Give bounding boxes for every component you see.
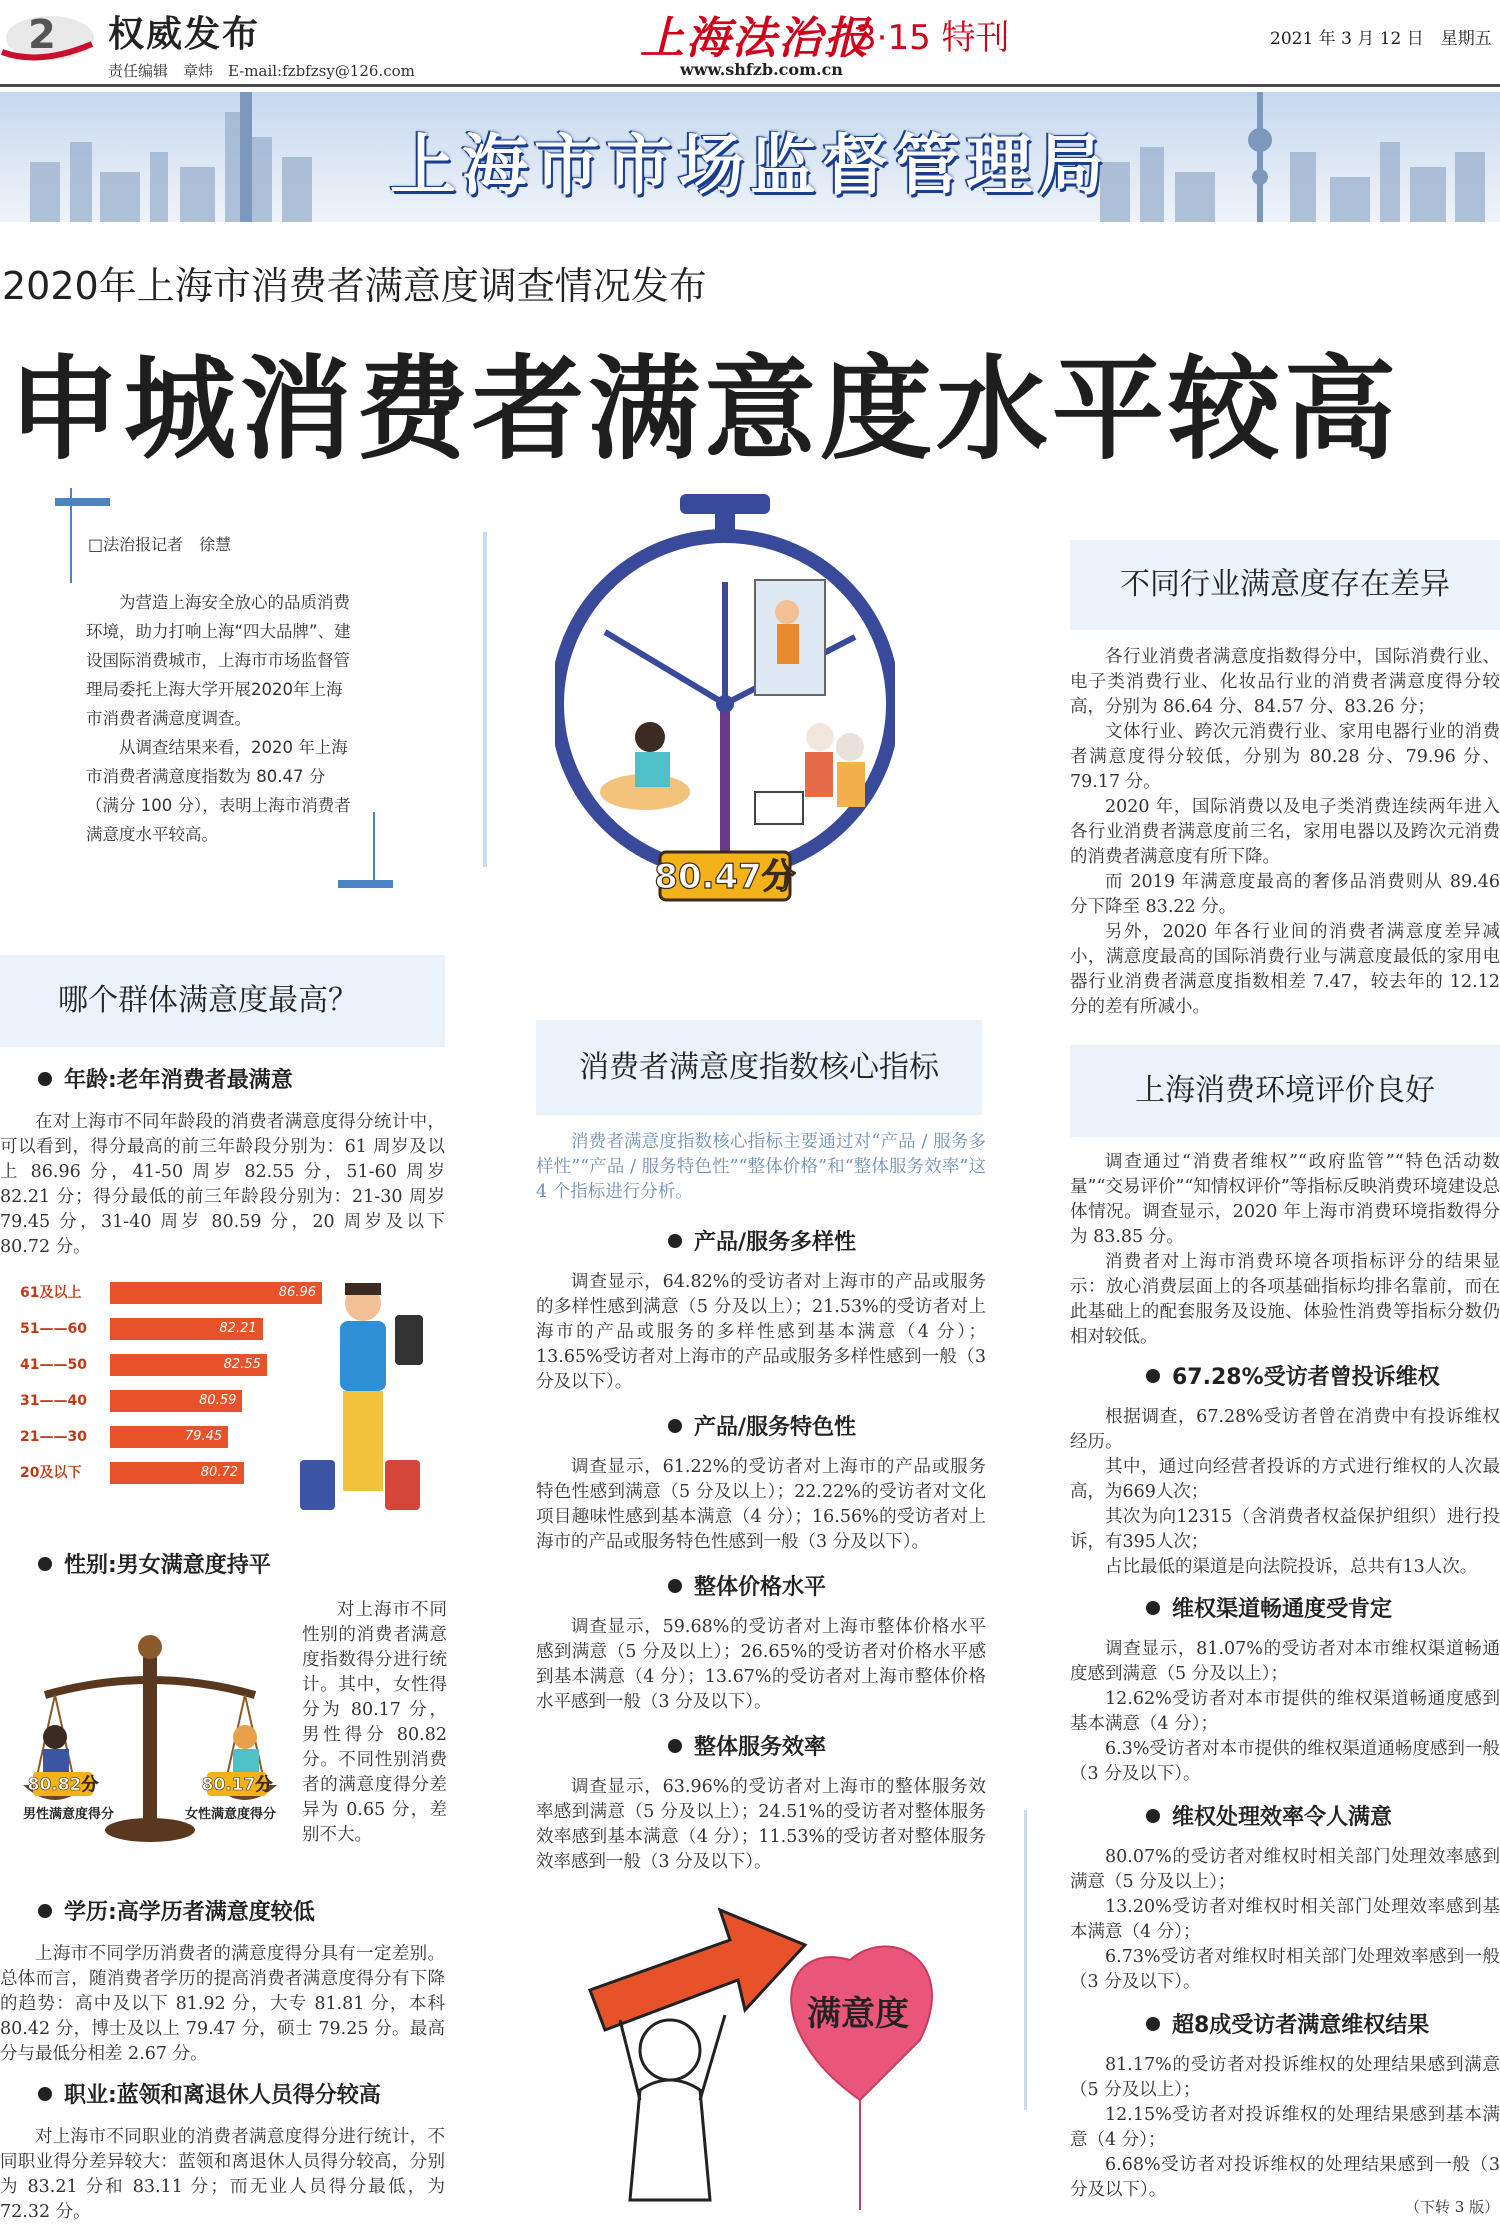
- byline: □法治报记者 徐慧: [88, 535, 232, 554]
- result-heading-text: 超8成受访者满意维权结果: [1172, 2013, 1430, 2038]
- price-para: 调查显示，59.68%的受访者对上海市整体价格水平感到满意（5 分及以上）；26.65%的受访者对价格水平感到基本满意（4 分）；13.67%的受访者对上海市整体价格水平感到一般（3 分及以下）。: [536, 1617, 986, 1712]
- scale-illustration: [15, 1625, 285, 1845]
- bar: [110, 1354, 267, 1376]
- bar-value-label: 80.72: [200, 1465, 238, 1480]
- decor-line: [70, 488, 72, 583]
- bullet-dot: [1146, 1809, 1160, 1823]
- gender-heading: [38, 1548, 271, 1579]
- bar: [110, 1426, 228, 1448]
- efficiency-rights-para-1: 80.07%的受访者对维权时相关部门处理效率感到满意（5 分及以上）；: [1070, 1847, 1500, 1892]
- industry-para-4: 而 2019 年满意度最高的奢侈品消费则从 89.46 分下降至 83.22 分。: [1070, 872, 1500, 917]
- complaint-para-2: 其中，通过向经营者投诉的方式进行维权的人次最高，为669人次；: [1070, 1457, 1500, 1502]
- bar-value-label: 82.21: [219, 1321, 257, 1336]
- intro-text: [86, 588, 356, 849]
- middle-intro: [536, 1130, 986, 1205]
- channel-para-3: 6.3%受访者对本市提供的维权渠道通畅度感到一般（3 分及以下）。: [1070, 1739, 1500, 1784]
- middle-section-title: 消费者满意度指数核心指标: [536, 1020, 982, 1115]
- bar-category-label: 20及以下: [20, 1465, 82, 1481]
- industry-para-2: 文体行业、跨次元消费行业、家用电器行业的消费者满意度得分较低，分别为 80.28 分、79.96 分、79.17 分。: [1070, 722, 1500, 792]
- female-score: 80.17分: [201, 1775, 273, 1795]
- bar: [110, 1390, 242, 1412]
- industry-para-3: 2020 年，国际消费以及电子类消费连续两年进入各行业消费者满意度前三名，家用电器以及跨次元消费的消费者满意度有所下降。: [1070, 797, 1500, 867]
- gender-heading-text: 性别:男女满意度持平: [64, 1553, 271, 1578]
- bar-category-label: 31——40: [20, 1393, 87, 1409]
- issue-date: 2021 年 3 月 12 日 星期五: [1270, 29, 1492, 49]
- efficiency-rights-text: [1070, 1845, 1500, 1995]
- bullet-dot: [38, 2087, 52, 2101]
- right-section1-text: [1070, 645, 1500, 1020]
- decor-bar: [55, 498, 110, 506]
- shopper-illustration: [285, 1275, 435, 1520]
- bar: [110, 1462, 244, 1484]
- environment-para-2: 消费者对上海市消费环境各项指标评分的结果显示：放心消费层面上的各项基础指标均排名靠前，而在此基础上的配套服务及设施、体验性消费等指标分数仍相对较低。: [1070, 1252, 1500, 1347]
- banner-title: 上海市市场监督管理局: [390, 127, 1110, 204]
- price-heading-text: 整体价格水平: [694, 1575, 827, 1600]
- right-section2-text: [1070, 1150, 1500, 1350]
- diversity-heading: [668, 1225, 856, 1256]
- complaint-para-1: 根据调查，67.28%受访者曾在消费中有投诉维权经历。: [1070, 1407, 1500, 1452]
- diversity-heading-text: 产品/服务多样性: [694, 1230, 857, 1255]
- gender-text: [302, 1598, 447, 1848]
- bar-category-label: 61及以上: [20, 1285, 82, 1301]
- complaint-para-3: 其次为向12315（含消费者权益保护组织）进行投诉，有395人次；: [1070, 1507, 1500, 1552]
- complaint-para-4: 占比最低的渠道是向法院投诉，总共有13人次。: [1105, 1557, 1478, 1577]
- industry-para-5: 另外，2020 年各行业间的消费者满意度差异减小，满意度最高的国际消费行业与满意度最低的家用电器行业消费者满意度指数相差 7.47，较去年的 12.12 分的差有所减小。: [1070, 922, 1500, 1017]
- education-para: 上海市不同学历消费者的满意度得分具有一定差别。总体而言，随消费者学历的提高消费者满意度得分有下降的趋势：高中及以下 81.92 分，大专 81.81 分，本科 80.42 分，博士及以上 79.47 分，硕士 79.25 分。最高分与最低分相差 2.67 分。: [0, 1944, 445, 2064]
- decor-bar: [338, 880, 393, 888]
- price-text: [536, 1615, 986, 1715]
- left-section-title: 哪个群体满意度最高？: [0, 955, 445, 1047]
- efficiency-para: 调查显示，63.96%的受访者对上海市的整体服务效率感到满意（5 分及以上）；24.51%的受访者对整体服务效率感到基本满意（4 分）；11.53%的受访者对整体服务效率感到一般（3 分及以下）。: [536, 1777, 986, 1872]
- age-heading: [38, 1063, 293, 1094]
- header-rule: [0, 84, 1500, 87]
- page-number: 2: [28, 12, 56, 58]
- bullet-dot: [1146, 2017, 1160, 2031]
- age-para: 在对上海市不同年龄段的消费者满意度得分统计中，可以看到，得分最高的前三年龄段分别为：61 周岁及以上 86.96 分，41-50 周岁 82.55 分，51-60 周岁 82.21 分；得分最低的前三年龄段分别为：21-30 周岁 79.45 分，31-40 周岁 80.59 分，20 周岁及以下 80.72 分。: [0, 1112, 445, 1257]
- column-divider: [1024, 1810, 1027, 2110]
- feature-heading-text: 产品/服务特色性: [694, 1415, 857, 1440]
- complaint-heading: [1146, 1360, 1440, 1391]
- continued-note: （下转 3 版）: [1405, 2198, 1500, 2216]
- price-heading: [668, 1570, 826, 1601]
- bullet-dot: [668, 1579, 682, 1593]
- education-heading: [38, 1895, 315, 1926]
- channel-text: [1070, 1637, 1500, 1787]
- age-text: [0, 1110, 445, 1260]
- complaint-heading-text: 67.28%受访者曾投诉维权: [1172, 1365, 1440, 1390]
- female-label: 女性满意度得分: [185, 1807, 277, 1822]
- bar-category-label: 51——60: [20, 1321, 87, 1337]
- result-para-3: 6.68%受访者对投诉维权的处理结果感到一般（3 分及以下）。: [1070, 2155, 1500, 2200]
- environment-para-1: 调查通过“消费者维权”“政府监管”“特色活动数量”“交易评价”“知情权评价”等指标反映消费环境建设总体情况。调查显示，2020 年上海市消费环境指数得分为 83.85 分。: [1070, 1152, 1500, 1247]
- satisfaction-illustration: [560, 1900, 980, 2220]
- decor-line: [373, 812, 375, 880]
- middle-intro-para: 消费者满意度指数核心指标主要通过对“产品 / 服务多样性”“产品 / 服务特色性”“整体价格”和“整体服务效率”这 4 个指标进行分析。: [536, 1132, 986, 1202]
- channel-heading-text: 维权渠道畅通度受肯定: [1172, 1597, 1393, 1622]
- efficiency-rights-heading: [1146, 1800, 1392, 1831]
- industry-para-1: 各行业消费者满意度指数得分中，国际消费行业、电子类消费行业、化妆品行业的消费者满意度得分较高，分别为 86.64 分、84.57 分、83.26 分；: [1070, 647, 1500, 717]
- bar-value-label: 80.59: [199, 1393, 237, 1408]
- special-edition: 3·15 特刊: [855, 18, 1010, 58]
- editor-line: 责任编辑 章炜 E-mail:fzbfzsy@126.com: [108, 62, 415, 80]
- bar-category-label: 41——50: [20, 1357, 87, 1373]
- occupation-heading: [38, 2078, 381, 2109]
- efficiency-rights-para-2: 13.20%受访者对维权时相关部门处理效率感到基本满意（4 分）；: [1070, 1897, 1500, 1942]
- channel-para-2: 12.62%受访者对本市提供的维权渠道畅通度感到基本满意（4 分）；: [1070, 1689, 1500, 1734]
- bar: [110, 1318, 263, 1340]
- section-title: 权威发布: [108, 14, 261, 55]
- bullet-dot: [38, 1557, 52, 1571]
- intro-para-2: 从调查结果来看，2020 年上海市消费者满意度指数为 80.47 分（满分 100 分），表明上海市消费者满意度水平较高。: [86, 738, 351, 844]
- bullet-dot: [668, 1234, 682, 1248]
- occupation-para: 对上海市不同职业的消费者满意度得分进行统计，不同职业得分差异较大：蓝领和离退休人员得分较高，分别为 83.21 分和 83.11 分；而无业人员得分最低，为 72.32 分。: [0, 2127, 445, 2222]
- education-heading-text: 学历:高学历者满意度较低: [64, 1900, 315, 1925]
- male-label: 男性满意度得分: [23, 1807, 115, 1822]
- result-para-2: 12.15%受访者对投诉维权的处理结果感到基本满意（4 分）；: [1070, 2105, 1500, 2150]
- bar-value-label: 86.96: [278, 1285, 316, 1300]
- bullet-dot: [38, 1072, 52, 1086]
- efficiency-rights-para-3: 6.73%受访者对维权时相关部门处理效率感到一般（3 分及以下）。: [1070, 1947, 1500, 1992]
- column-divider: [483, 532, 487, 867]
- intro-para-1: 为营造上海安全放心的品质消费环境，助力打响上海“四大品牌”、建设国际消费城市，上海市市场监督管理局委托上海大学开展2020年上海市消费者满意度调查。: [86, 593, 351, 728]
- efficiency-text: [536, 1775, 986, 1875]
- clock-score: 80.47分: [654, 857, 796, 897]
- heart-label: 满意度: [807, 1994, 909, 2034]
- gender-para: 对上海市不同性别的消费者满意度指数得分进行统计。其中，女性得分为 80.17 分，男性得分 80.82 分。不同性别消费者的满意度得分差异为 0.65 分，差别不大。: [302, 1600, 447, 1845]
- age-heading-text: 年龄:老年消费者最满意: [64, 1068, 293, 1093]
- efficiency-rights-heading-text: 维权处理效率令人满意: [1172, 1805, 1393, 1830]
- feature-para: 调查显示，61.22%的受访者对上海市的产品或服务特色性感到满意（5 分及以上）；22.22%的受访者对文化项目趣味性感到基本满意（4 分）；16.56%的受访者对上海市的产品或服务特色性感到一般（3 分及以下）。: [536, 1457, 986, 1552]
- website: www.shfzb.com.cn: [680, 60, 843, 79]
- article-kicker: 2020年上海市消费者满意度调查情况发布: [2, 264, 707, 308]
- diversity-para: 调查显示，64.82%的受访者对上海市的产品或服务的多样性感到满意（5 分及以上）；21.53%的受访者对上海市的产品或服务的多样性感到基本满意（4 分）；13.65%受访者对上海市的产品或服务多样性感到一般（3 分及以下）。: [536, 1272, 986, 1392]
- bullet-dot: [38, 1904, 52, 1918]
- bullet-dot: [1146, 1601, 1160, 1615]
- occupation-text: [0, 2125, 445, 2225]
- result-para-1: 81.17%的受访者对投诉维权的处理结果感到满意（5 分及以上）；: [1070, 2055, 1500, 2100]
- complaint-text: [1070, 1405, 1500, 1580]
- right-section2-title: 上海消费环境评价良好: [1070, 1045, 1500, 1137]
- efficiency-heading-text: 整体服务效率: [694, 1735, 827, 1760]
- bar-value-label: 82.55: [223, 1357, 261, 1372]
- efficiency-heading: [668, 1730, 826, 1761]
- article-headline: 申城消费者满意度水平较高: [8, 345, 1400, 475]
- result-text: [1070, 2053, 1500, 2203]
- right-section1-title: 不同行业满意度存在差异: [1070, 540, 1500, 630]
- masthead-logo: 上海法治报: [640, 13, 870, 64]
- male-score: 80.82分: [27, 1775, 99, 1795]
- page-number-badge: [0, 8, 95, 64]
- bullet-dot: [668, 1739, 682, 1753]
- education-text: [0, 1942, 445, 2067]
- feature-heading: [668, 1410, 856, 1441]
- bullet-dot: [668, 1419, 682, 1433]
- bullet-dot: [1146, 1369, 1160, 1383]
- occupation-heading-text: 职业:蓝领和离退休人员得分较高: [64, 2083, 381, 2108]
- bar-value-label: 79.45: [184, 1429, 223, 1444]
- agency-banner: [0, 92, 1500, 222]
- channel-para-1: 调查显示，81.07%的受访者对本市维权渠道畅通度感到满意（5 分及以上）；: [1070, 1639, 1500, 1684]
- bar-category-label: 21——30: [20, 1429, 87, 1445]
- feature-text: [536, 1455, 986, 1555]
- channel-heading: [1146, 1592, 1392, 1623]
- diversity-text: [536, 1270, 986, 1395]
- clock-illustration: [555, 492, 895, 922]
- result-heading: [1146, 2008, 1429, 2039]
